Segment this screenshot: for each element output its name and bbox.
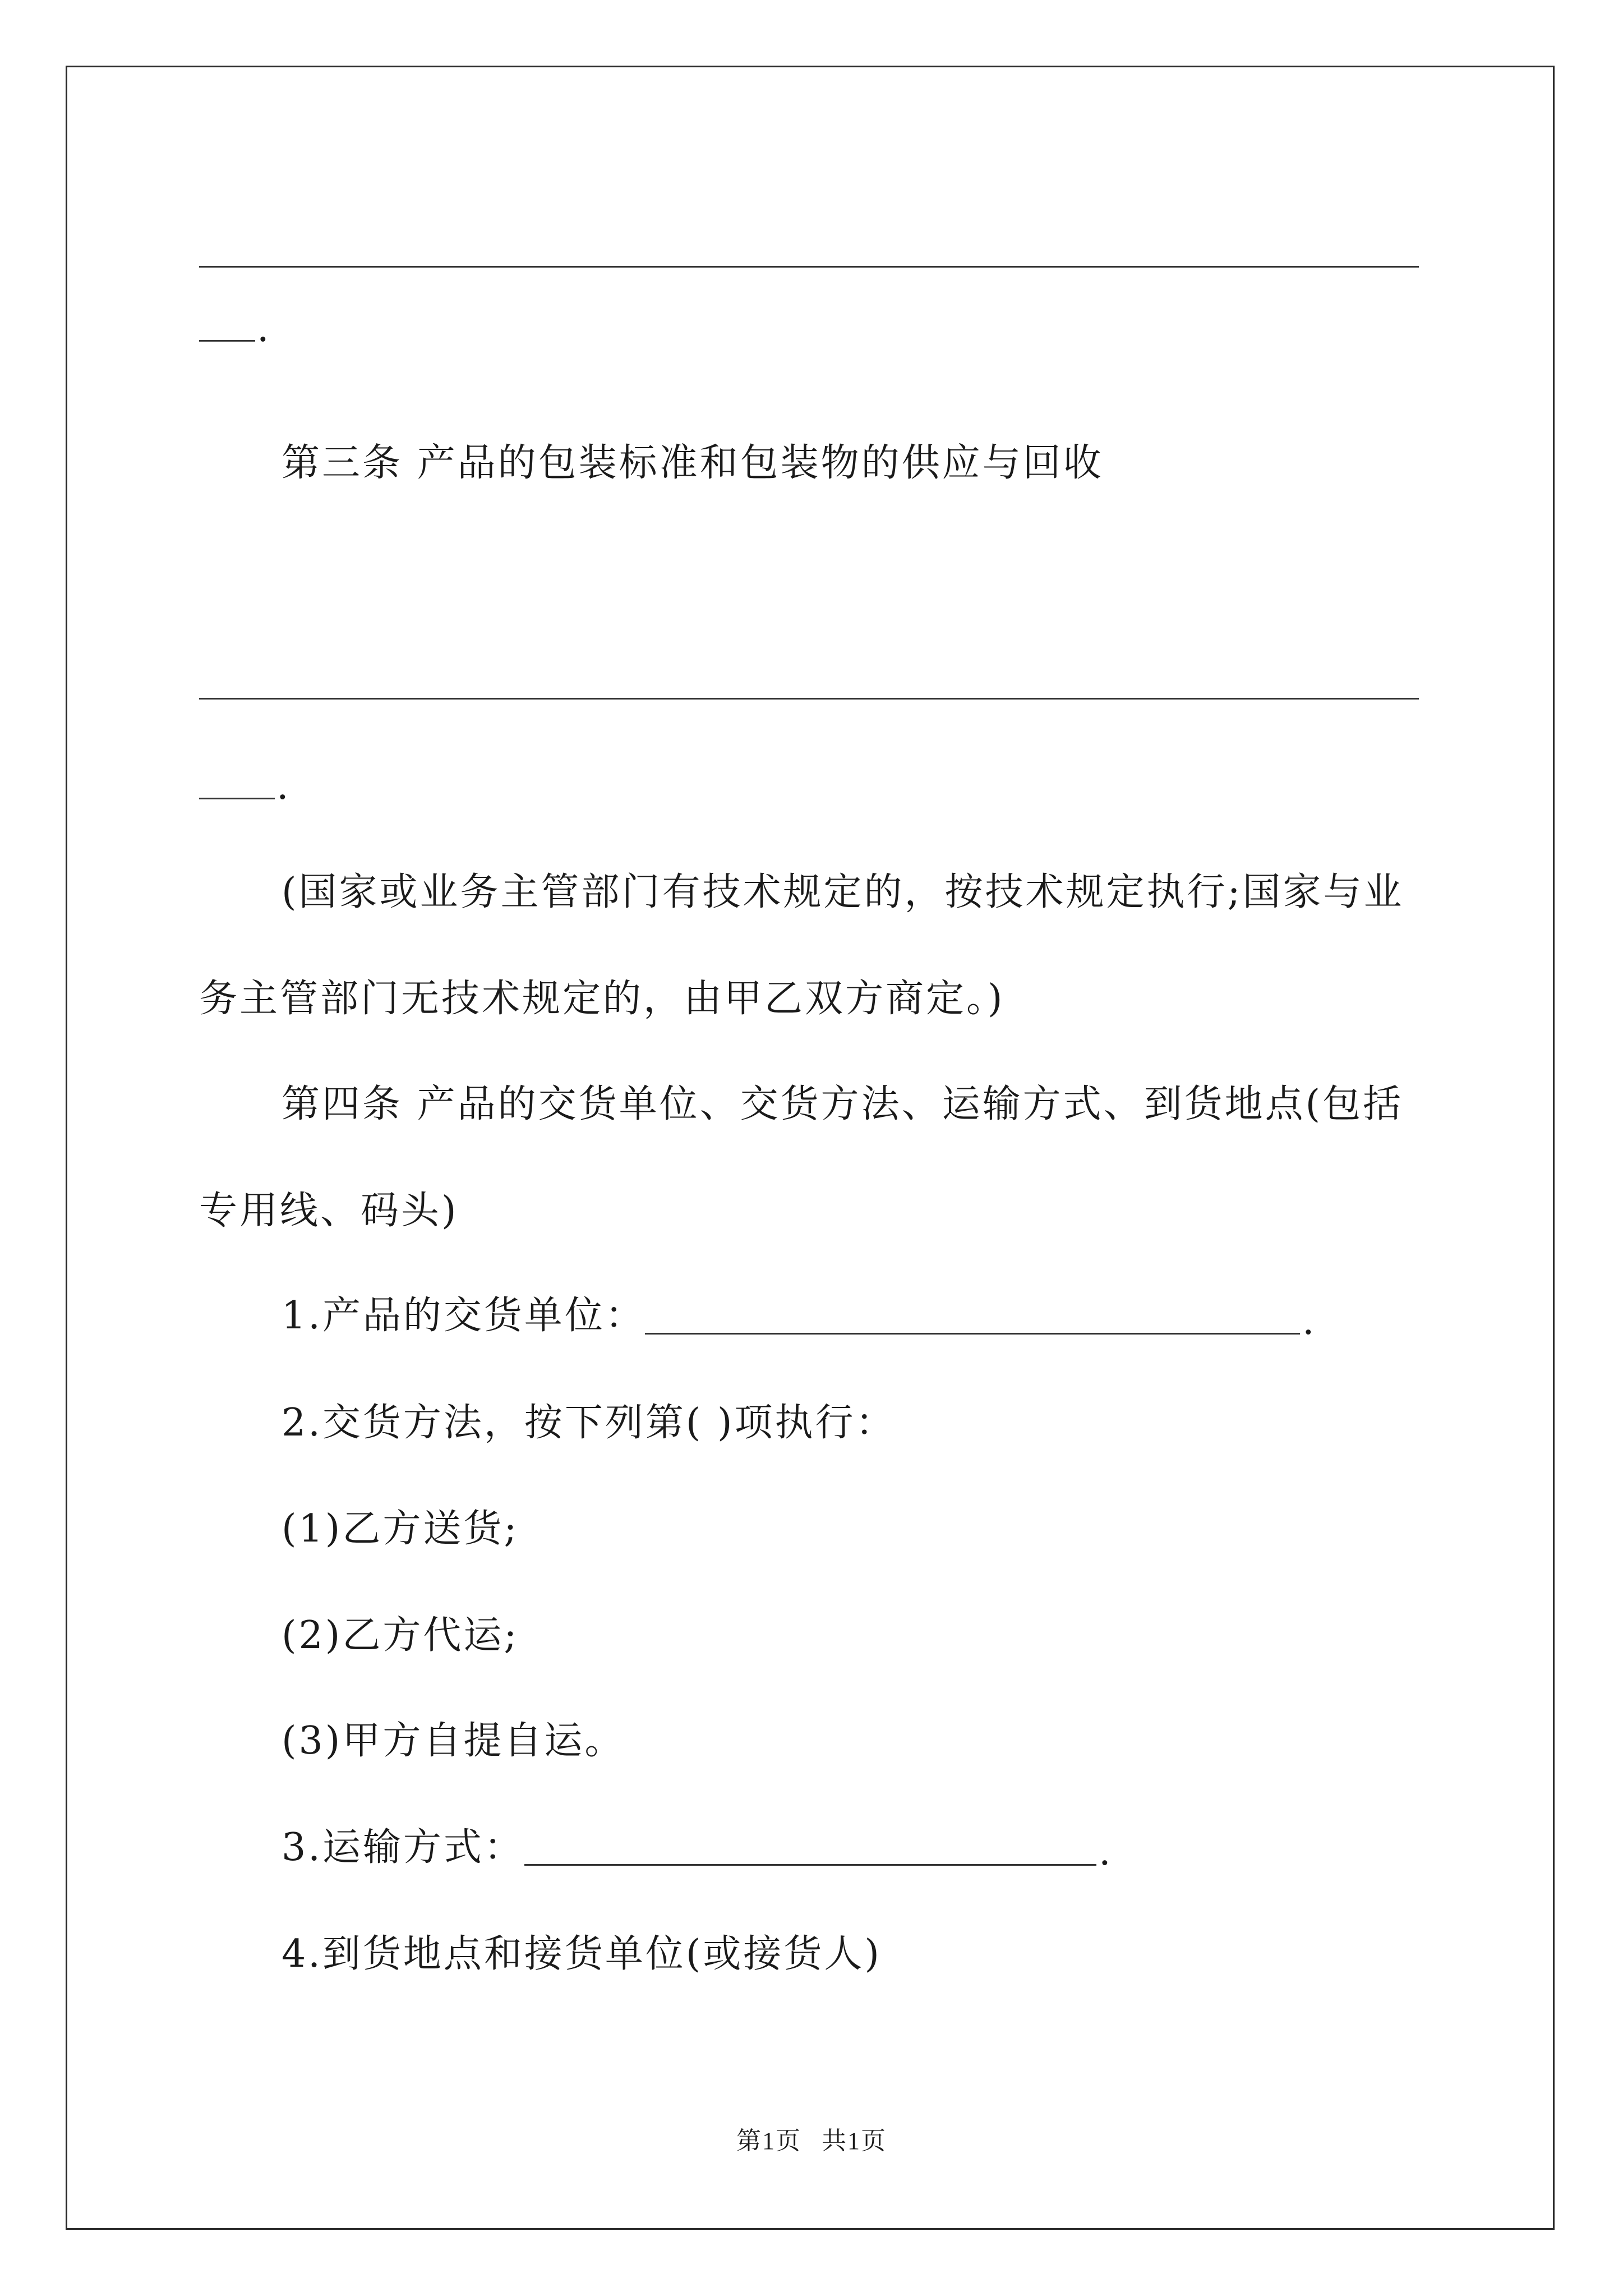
page-number-total: 共1页 — [822, 2127, 887, 2155]
page-border — [66, 66, 1555, 2230]
blank-rule-2-tail — [199, 798, 275, 799]
option-2: (2)乙方代运; — [282, 1613, 519, 1658]
blank-rule-2-period: . — [276, 764, 291, 808]
note-line-1: (国家或业务主管部门有技术规定的，按技术规定执行;国家与业 — [282, 870, 1404, 914]
item-2: 2.交货方法，按下列第( )项执行： — [282, 1401, 896, 1445]
blank-rule-1-tail — [199, 340, 255, 342]
page-footer — [0, 2120, 1623, 2156]
blank-rule-1-period: . — [257, 306, 271, 351]
item-3-blank — [524, 1864, 1096, 1866]
article-4-line-1: 第四条 产品的交货单位、交货方法、运输方式、到货地点(包括 — [282, 1082, 1404, 1126]
article-4-line-2: 专用线、码头) — [199, 1189, 459, 1233]
page-number-current: 第1页 — [736, 2127, 801, 2155]
item-1-blank — [645, 1333, 1300, 1335]
article-3-title: 第三条 产品的包装标准和包装物的供应与回收 — [282, 441, 1104, 485]
option-1: (1)乙方送货; — [282, 1507, 519, 1551]
note-line-2: 务主管部门无技术规定的，由甲乙双方商定。) — [199, 977, 1005, 1021]
item-1-period: . — [1302, 1299, 1317, 1343]
item-3-period: . — [1099, 1830, 1113, 1874]
blank-rule-1 — [199, 266, 1419, 268]
item-1-label: 1.产品的交货单位： — [282, 1294, 645, 1338]
option-3: (3)甲方自提自运。 — [282, 1719, 625, 1763]
item-3-label: 3.运输方式： — [282, 1825, 524, 1870]
item-4: 4.到货地点和接货单位(或接货人) — [282, 1932, 882, 1976]
blank-rule-2 — [199, 698, 1419, 700]
